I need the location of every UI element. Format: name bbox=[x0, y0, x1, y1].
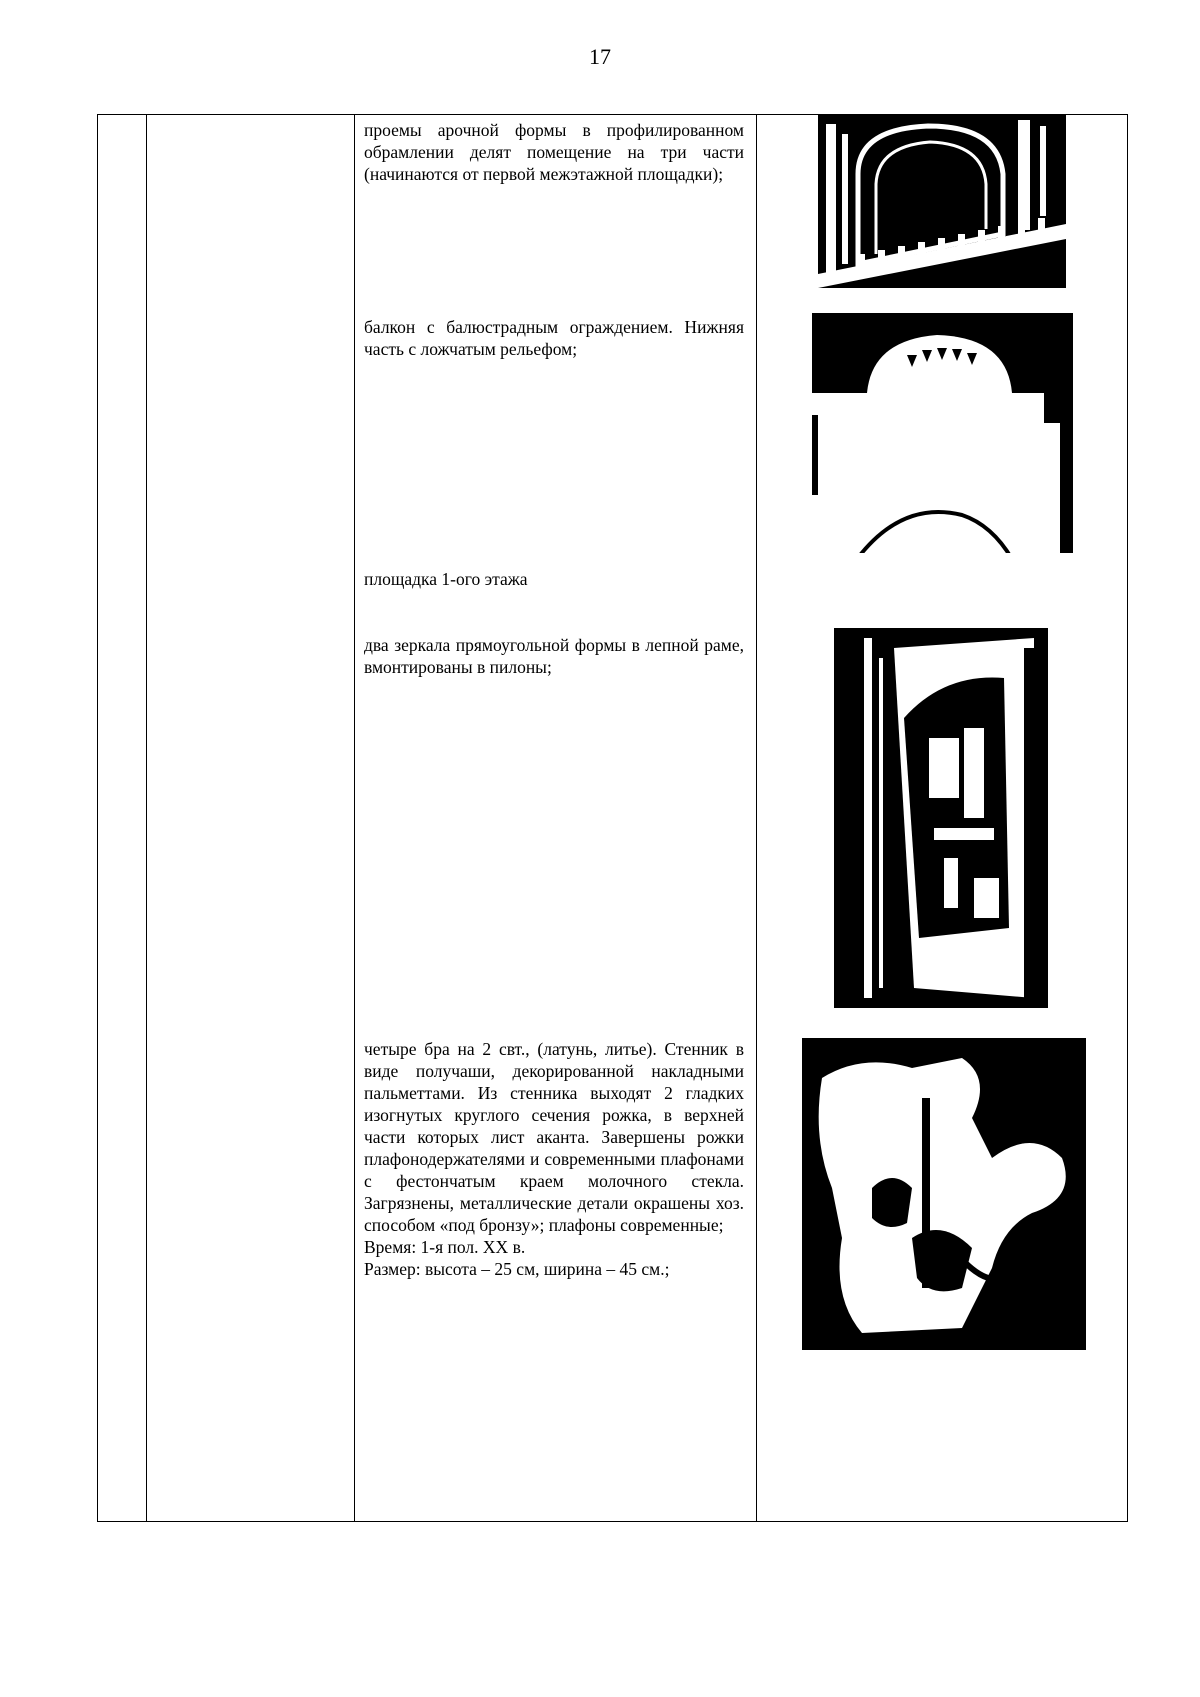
description-mirrors: два зеркала прямоугольной формы в лепной раме, вмонтированы в пилоны; bbox=[364, 635, 744, 677]
photo-sconce bbox=[802, 1038, 1086, 1350]
description-balcony: балкон с балюстрадным ограждением. Нижняя часть с ложчатым рельефом; bbox=[364, 317, 744, 359]
page-number: 17 bbox=[589, 44, 611, 69]
description-arches: проемы арочной формы в профилированном обрамлении делят помещение на три части (начинаются от первой межэтажной площадки); bbox=[364, 120, 744, 184]
photo-balcony bbox=[812, 313, 1073, 561]
column-divider-2 bbox=[354, 114, 355, 1522]
sconce-description-text: четыре бра на 2 свт., (латунь, литье). Стенник в виде получаши, декорированной накладными пальметтами. Из стенника выходят 2 гладких изогнутых круглого сечения рожка, в верхней части которых лист аканта. Завершены рожки плафонодержателями и современными плафонами с фестончатым краем молочного стекла. Загрязнены, металлические детали окрашены хоз. способом «под бронзу»; плафоны современные; bbox=[364, 1039, 744, 1235]
column-divider-1 bbox=[146, 114, 147, 1522]
photo-arches bbox=[818, 114, 1066, 288]
description-first-floor-landing: площадка 1-ого этажа bbox=[364, 569, 528, 589]
column-divider-3 bbox=[756, 114, 757, 1522]
sconce-time: Время: 1-я пол. ХХ в. bbox=[364, 1237, 526, 1257]
description-sconces bbox=[364, 1038, 744, 1280]
sconce-size: Размер: высота – 25 см, ширина – 45 см.; bbox=[364, 1259, 670, 1279]
photo-mirrors bbox=[834, 628, 1048, 1008]
